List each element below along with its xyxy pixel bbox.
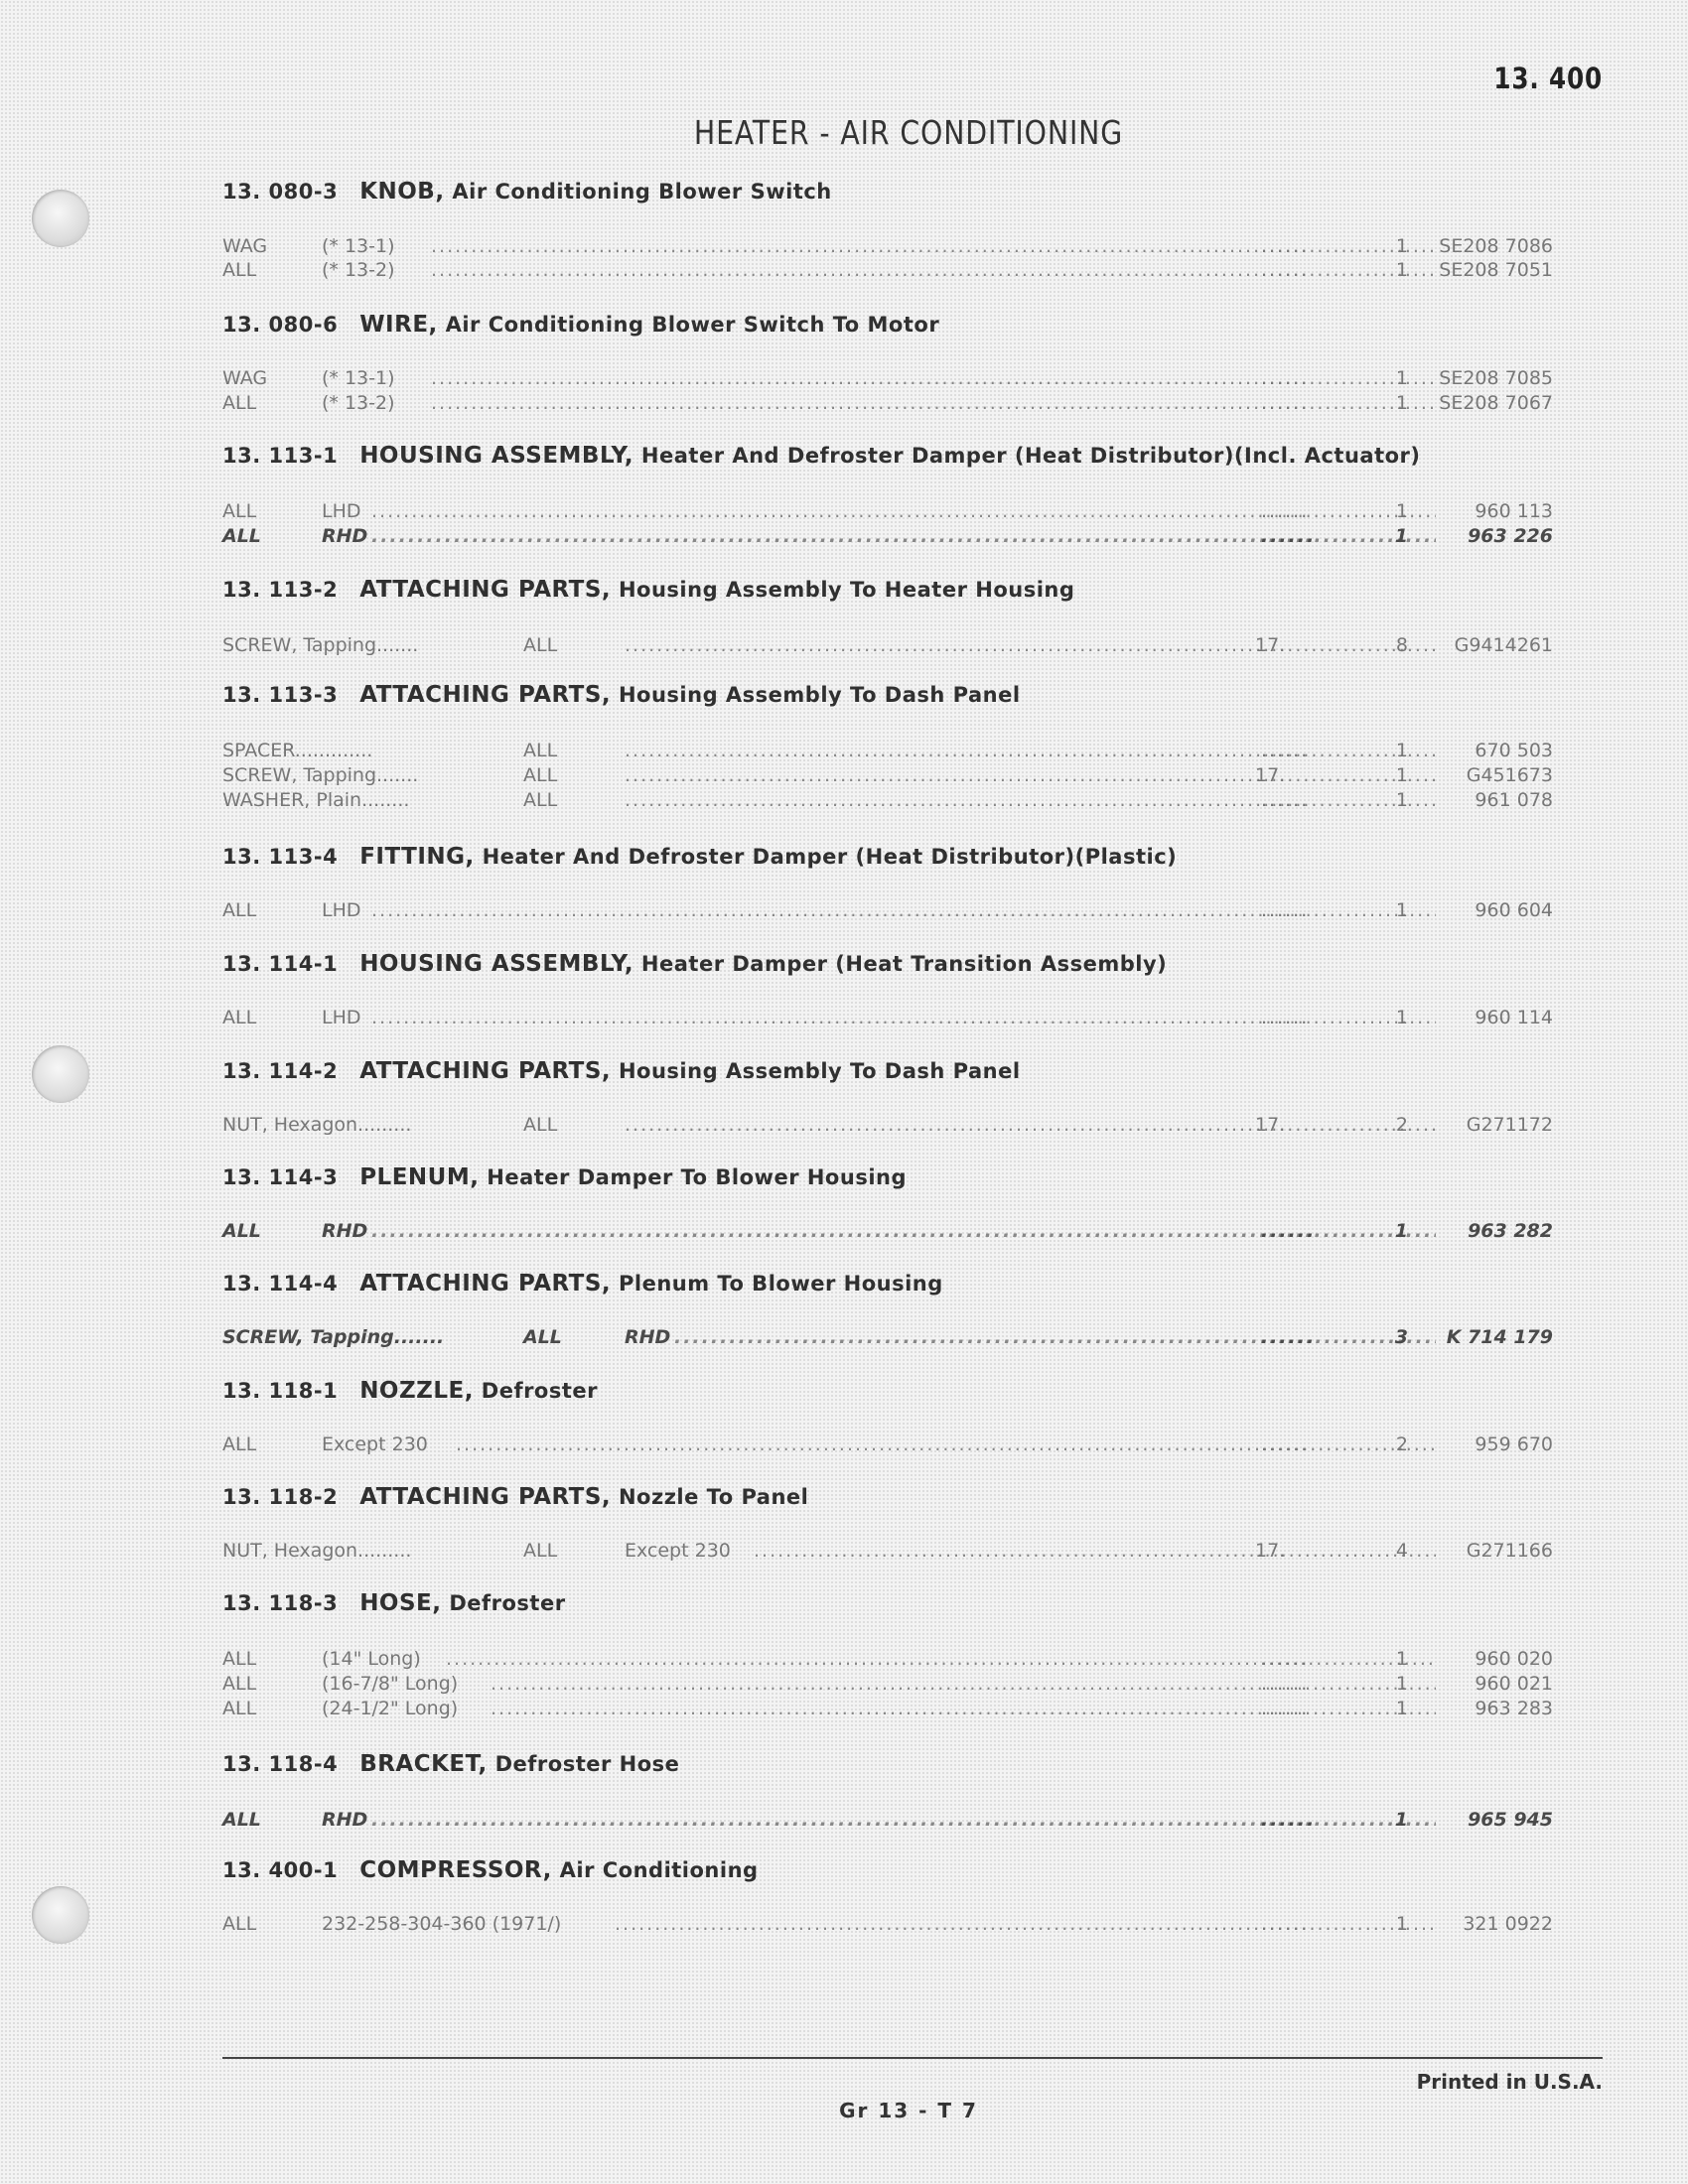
row-part-number: 965 945 xyxy=(1468,1809,1553,1831)
list-item xyxy=(222,899,1553,925)
section-name: HOSE, xyxy=(359,1590,442,1616)
leader-dots xyxy=(754,1540,1436,1562)
row-qty: 1 xyxy=(1395,235,1408,257)
row-part-name: SCREW, Tapping....... xyxy=(222,764,419,786)
row-model: ALL xyxy=(222,1698,257,1719)
row-model: ALL xyxy=(523,1326,562,1348)
row-model: ALL xyxy=(523,1540,558,1562)
row-desc: (* 13-2) xyxy=(322,392,395,414)
section-code: 13. 114-1 xyxy=(222,952,339,976)
row-qty: 1 xyxy=(1395,259,1408,281)
leader-dots: ...... xyxy=(1261,1220,1317,1242)
section-name: BRACKET, xyxy=(359,1751,488,1777)
row-model: WAG xyxy=(222,235,268,257)
row-part-name: NUT, Hexagon......... xyxy=(222,1114,412,1136)
section-desc: Housing Assembly To Dash Panel xyxy=(618,683,1021,707)
row-desc: (* 13-1) xyxy=(322,235,395,257)
row-model: ALL xyxy=(222,1673,257,1695)
row-desc: (* 13-1) xyxy=(322,367,395,389)
row-qty: 1 xyxy=(1395,899,1408,921)
row-model: ALL xyxy=(523,789,558,811)
leader-dots: ...... xyxy=(1261,899,1310,921)
row-model: ALL xyxy=(222,500,257,522)
leader-dots: ...... xyxy=(1261,235,1310,257)
leader-dots xyxy=(674,1326,1436,1348)
leader-dots: ...... xyxy=(1261,1698,1310,1719)
row-qty: 1 xyxy=(1395,1007,1408,1028)
row-qty: 1 xyxy=(1395,367,1408,389)
row-model: ALL xyxy=(523,764,558,786)
leader-dots: ...... xyxy=(1261,1913,1310,1935)
row-part-name: SCREW, Tapping....... xyxy=(222,634,419,656)
row-part-name: SPACER............. xyxy=(222,740,373,761)
row-part-name: SCREW, Tapping....... xyxy=(222,1326,445,1348)
row-qty: 1 xyxy=(1394,1809,1408,1831)
section-code: 13. 113-4 xyxy=(222,845,339,869)
leader-dots: ...... xyxy=(1261,789,1310,811)
row-ref: 17. xyxy=(1255,1540,1286,1562)
row-qty: 1 xyxy=(1395,392,1408,414)
section-desc: Defroster xyxy=(481,1379,598,1403)
section-name: NOZZLE, xyxy=(359,1378,474,1404)
row-qty: 8 xyxy=(1395,634,1408,656)
section-name: ATTACHING PARTS, xyxy=(359,577,612,603)
row-qty: 1 xyxy=(1395,764,1408,786)
section-title xyxy=(222,1484,808,1510)
row-part-number: G9414261 xyxy=(1454,634,1553,656)
row-model: ALL xyxy=(523,740,558,761)
list-item xyxy=(222,367,1553,393)
footer-code: Gr 13 - T 7 xyxy=(839,2099,978,2122)
row-model: WAG xyxy=(222,367,268,389)
section-desc: Heater Damper To Blower Housing xyxy=(487,1165,907,1189)
section-title xyxy=(222,179,832,205)
row-desc: (16-7/8" Long) xyxy=(322,1673,459,1695)
section-title xyxy=(222,1058,1021,1084)
leader-dots: ...... xyxy=(1261,740,1310,761)
row-qty: 1 xyxy=(1394,525,1408,547)
row-desc: RHD xyxy=(322,1809,368,1831)
row-part-number: 963 282 xyxy=(1468,1220,1553,1242)
row-model: ALL xyxy=(222,259,257,281)
row-part-number: SE208 7067 xyxy=(1439,392,1553,414)
section-desc: Air Conditioning Blower Switch To Motor xyxy=(445,313,940,337)
section-name: ATTACHING PARTS, xyxy=(359,1058,612,1084)
section-desc: Defroster Hose xyxy=(494,1752,680,1776)
row-qty: 1 xyxy=(1395,789,1408,811)
leader-dots: ...... xyxy=(1261,1007,1310,1028)
section-name: ATTACHING PARTS, xyxy=(359,1271,612,1297)
section-code: 13. 113-3 xyxy=(222,683,339,707)
binder-hole-middle xyxy=(32,1045,89,1103)
row-model: ALL xyxy=(523,634,558,656)
list-item xyxy=(222,1540,1553,1566)
binder-hole-top xyxy=(32,190,89,247)
section-title xyxy=(222,951,1167,977)
row-part-number: 960 020 xyxy=(1475,1648,1553,1670)
list-item xyxy=(222,1433,1553,1459)
list-item xyxy=(222,1326,1553,1352)
section-code: 13. 118-2 xyxy=(222,1485,339,1509)
row-qty: 4 xyxy=(1395,1540,1408,1562)
row-part-number: 963 226 xyxy=(1468,525,1553,547)
row-part-number: 959 670 xyxy=(1475,1433,1553,1455)
section-title xyxy=(222,577,1074,603)
list-item xyxy=(222,1698,1553,1723)
row-desc: RHD xyxy=(322,1220,368,1242)
row-part-number: 963 283 xyxy=(1475,1698,1553,1719)
row-ref: 17. xyxy=(1255,764,1286,786)
row-part-number: SE208 7085 xyxy=(1439,367,1553,389)
row-part-number: 960 604 xyxy=(1475,899,1553,921)
row-desc: Except 230 xyxy=(625,1540,731,1562)
row-model: ALL xyxy=(222,525,261,547)
row-part-number: 960 113 xyxy=(1475,500,1553,522)
row-qty: 1 xyxy=(1395,1698,1408,1719)
row-desc: 232-258-304-360 (1971/) xyxy=(322,1913,562,1935)
section-name: PLENUM, xyxy=(359,1164,480,1190)
leader-dots: ...... xyxy=(1261,500,1310,522)
row-desc: (14" Long) xyxy=(322,1648,421,1670)
section-desc: Housing Assembly To Heater Housing xyxy=(618,578,1075,602)
leader-dots: ...... xyxy=(1261,1326,1317,1348)
list-item xyxy=(222,1913,1553,1939)
row-desc: RHD xyxy=(322,525,368,547)
section-code: 13. 113-1 xyxy=(222,444,339,468)
row-qty: 2 xyxy=(1395,1114,1408,1136)
row-desc: LHD xyxy=(322,1007,361,1028)
row-qty: 1 xyxy=(1395,1673,1408,1695)
section-title xyxy=(222,1857,759,1883)
leader-dots: ...... xyxy=(1261,1809,1317,1831)
row-desc: RHD xyxy=(625,1326,671,1348)
row-model: ALL xyxy=(222,392,257,414)
section-code: 13. 118-4 xyxy=(222,1752,339,1776)
row-part-number: SE208 7086 xyxy=(1439,235,1553,257)
section-desc: Nozzle To Panel xyxy=(618,1485,809,1509)
section-code: 13. 114-4 xyxy=(222,1272,339,1296)
row-part-number: SE208 7051 xyxy=(1439,259,1553,281)
section-name: KNOB, xyxy=(359,179,445,205)
row-qty: 2 xyxy=(1395,1433,1408,1455)
section-code: 13. 114-2 xyxy=(222,1059,339,1083)
list-item xyxy=(222,392,1553,418)
leader-dots xyxy=(625,740,1436,761)
row-part-number: 321 0922 xyxy=(1463,1913,1553,1935)
section-title xyxy=(222,1378,598,1404)
section-title xyxy=(222,1751,679,1777)
section-code: 13. 118-3 xyxy=(222,1591,339,1615)
row-part-number: 670 503 xyxy=(1475,740,1553,761)
row-desc: Except 230 xyxy=(322,1433,428,1455)
binder-hole-bottom xyxy=(32,1886,89,1944)
list-item xyxy=(222,259,1553,285)
row-desc: LHD xyxy=(322,899,361,921)
list-item xyxy=(222,634,1553,660)
section-title xyxy=(222,1271,943,1297)
list-item xyxy=(222,1007,1553,1032)
list-item xyxy=(222,740,1553,765)
leader-dots: ...... xyxy=(1261,392,1310,414)
row-part-number: 960 114 xyxy=(1475,1007,1553,1028)
row-ref: 17. xyxy=(1255,1114,1286,1136)
section-code: 13. 400-1 xyxy=(222,1858,339,1882)
row-ref: 17. xyxy=(1255,634,1286,656)
list-item xyxy=(222,1114,1553,1140)
row-part-number: G451673 xyxy=(1466,764,1553,786)
section-name: HOUSING ASSEMBLY, xyxy=(359,951,634,977)
list-item xyxy=(222,789,1553,815)
row-desc: LHD xyxy=(322,500,361,522)
leader-dots xyxy=(625,1114,1436,1136)
list-item xyxy=(222,525,1553,551)
row-part-number: 961 078 xyxy=(1475,789,1553,811)
section-desc: Air Conditioning xyxy=(559,1858,759,1882)
row-desc: (24-1/2" Long) xyxy=(322,1698,459,1719)
row-qty: 1 xyxy=(1395,1913,1408,1935)
row-qty: 1 xyxy=(1395,500,1408,522)
printed-note: Printed in U.S.A. xyxy=(1416,2070,1603,2094)
row-qty: 3 xyxy=(1394,1326,1408,1348)
section-desc: Plenum To Blower Housing xyxy=(618,1272,943,1296)
footer-divider xyxy=(222,2057,1603,2059)
section-title xyxy=(222,844,1177,870)
list-item xyxy=(222,1673,1553,1699)
leader-dots: ...... xyxy=(1261,1648,1310,1670)
row-part-name: NUT, Hexagon......... xyxy=(222,1540,412,1562)
section-name: HOUSING ASSEMBLY, xyxy=(359,443,634,469)
section-title xyxy=(222,1590,566,1616)
section-desc: Housing Assembly To Dash Panel xyxy=(618,1059,1021,1083)
row-model: ALL xyxy=(222,1809,261,1831)
section-title xyxy=(222,682,1021,708)
section-title xyxy=(222,312,939,338)
section-desc: Heater Damper (Heat Transition Assembly) xyxy=(640,952,1168,976)
section-code: 13. 080-3 xyxy=(222,180,339,204)
leader-dots: ...... xyxy=(1261,367,1310,389)
leader-dots xyxy=(625,634,1436,656)
section-code: 13. 113-2 xyxy=(222,578,339,602)
section-desc: Air Conditioning Blower Switch xyxy=(452,180,832,204)
section-code: 13. 118-1 xyxy=(222,1379,339,1403)
list-item xyxy=(222,500,1553,526)
page-number: 13. 400 xyxy=(1493,62,1603,95)
row-qty: 1 xyxy=(1395,1648,1408,1670)
row-model: ALL xyxy=(222,1433,257,1455)
row-model: ALL xyxy=(222,1007,257,1028)
section-name: COMPRESSOR, xyxy=(359,1857,552,1883)
leader-dots: ...... xyxy=(1261,1673,1310,1695)
list-item xyxy=(222,235,1553,261)
row-model: ALL xyxy=(222,1913,257,1935)
section-code: 13. 114-3 xyxy=(222,1165,339,1189)
row-model: ALL xyxy=(523,1114,558,1136)
section-desc: Heater And Defroster Damper (Heat Distributor)(Plastic) xyxy=(482,845,1178,869)
list-item xyxy=(222,1809,1553,1835)
list-item xyxy=(222,1648,1553,1674)
leader-dots: ...... xyxy=(1261,525,1317,547)
leader-dots xyxy=(615,1913,1436,1935)
section-code: 13. 080-6 xyxy=(222,313,339,337)
row-qty: 1 xyxy=(1394,1220,1408,1242)
row-model: ALL xyxy=(222,1648,257,1670)
row-model: ALL xyxy=(222,899,257,921)
section-title xyxy=(222,1164,907,1190)
row-model: ALL xyxy=(222,1220,261,1242)
section-name: WIRE, xyxy=(359,312,438,338)
row-qty: 1 xyxy=(1395,740,1408,761)
list-item xyxy=(222,1220,1553,1246)
page-title: HEATER - AIR CONDITIONING xyxy=(693,113,1124,152)
row-part-number: G271172 xyxy=(1466,1114,1553,1136)
row-part-number: K 714 179 xyxy=(1446,1326,1553,1348)
row-desc: (* 13-2) xyxy=(322,259,395,281)
leader-dots xyxy=(625,764,1436,786)
section-title xyxy=(222,443,1421,469)
leader-dots: ...... xyxy=(1261,1433,1310,1455)
section-desc: Defroster xyxy=(449,1591,566,1615)
section-name: ATTACHING PARTS, xyxy=(359,682,612,708)
list-item xyxy=(222,764,1553,790)
row-part-number: 960 021 xyxy=(1475,1673,1553,1695)
row-part-name: WASHER, Plain........ xyxy=(222,789,410,811)
section-desc: Heater And Defroster Damper (Heat Distributor)(Incl. Actuator) xyxy=(640,444,1421,468)
row-part-number: G271166 xyxy=(1466,1540,1553,1562)
section-name: FITTING, xyxy=(359,844,475,870)
leader-dots xyxy=(625,789,1436,811)
leader-dots: ...... xyxy=(1261,259,1310,281)
section-name: ATTACHING PARTS, xyxy=(359,1484,612,1510)
